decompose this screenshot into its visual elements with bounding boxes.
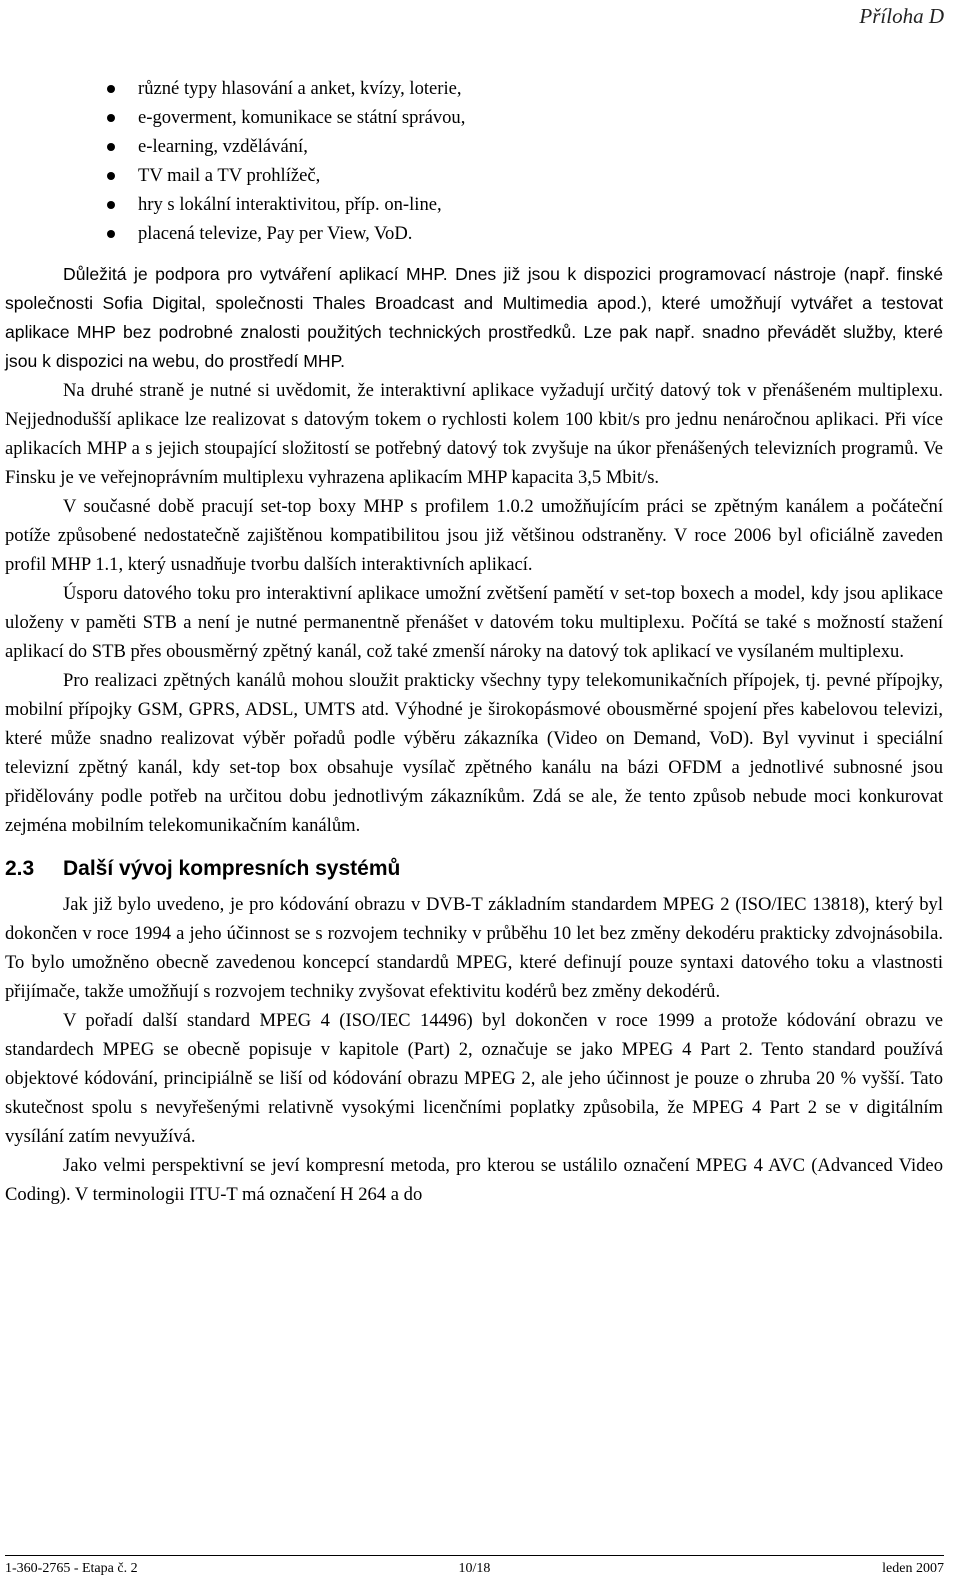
paragraph-return-channel: Pro realizaci zpětných kanálů mohou sloužit prakticky všechny typy telekomunikačních přípojek, tj. pevné přípojky, mobilní přípojky GSM, GPRS, ADSL, UMTS atd. Výhodné je širokopásmové obousměrné spojení přes kabelovou televizi, které může snadno realizovat výběr pořadů podle výběru zákazníka (Video on Demand, VoD). Byl vyvinut i speciální televizní zpětný kanál, kdy set-top box obsahuje vysílač zpětného kanálu na bázi OFDM a jednotlivé subnosné jsou přidělovány podle potřeb na určitou dobu jednotlivým zákazníkům. Zdá se ale, že tento způsob nebude moci konkurovat zejména mobilním telekomunikačním kanálům.: [5, 670, 943, 836]
list-item: placená televize, Pay per View, VoD.: [5, 219, 943, 248]
list-item: e-goverment, komunikace se státní správou,: [5, 103, 943, 132]
appendix-header: Příloha D: [859, 4, 944, 28]
page-content: [5, 74, 943, 1209]
bullet-list: [5, 74, 943, 248]
section-heading: [5, 854, 943, 884]
section-number: 2.3: [5, 857, 35, 880]
list-item: e-learning, vzdělávání,: [5, 132, 943, 161]
bullet-icon: [107, 85, 115, 93]
page-number: 10/18: [458, 1561, 491, 1576]
page-footer: [5, 1555, 944, 1582]
paragraph-avc: Jako velmi perspektivní se jeví kompresní metoda, pro kterou se ustálilo označení MPEG 4 AVC (Advanced Video Coding). V terminologii ITU-T má označení H 264 a do: [5, 1155, 943, 1205]
bullet-icon: [107, 230, 115, 238]
footer-document-id: 1-360-2765 - Etapa č. 2: [5, 1561, 138, 1576]
paragraph-data-rate: Na druhé straně je nutné si uvědomit, že interaktivní aplikace vyžadují určitý datový tok v přenášeném multiplexu. Nejjednodušší aplikace lze realizovat s datovým tokem o rychlosti kolem 100 kbit/s pro jednu nenáročnou aplikaci. Při více aplikacích MHP a s jejich stoupající složitostí se potřebný datový tok zvyšuje na úkor přenášených televizních programů. Ve Finsku je ve veřejnoprávním multiplexu vyhrazena aplikacím MHP kapacita 3,5 Mbit/s.: [5, 380, 943, 488]
paragraph-mpeg2: Jak již bylo uvedeno, je pro kódování obrazu v DVB-T základním standardem MPEG 2 (ISO/IEC 13818), který byl dokončen v roce 1994 a jeho účinnost se s rozvojem techniky v průběhu 10 let bez změny dekodéru prakticky zdvojnásobila. To bylo umožněno obecně zavedenou koncepcí standardů MPEG, které definují pouze syntaxi datového toku a vlastnosti přijímače, takže umožňují s rozvojem techniky zvyšovat efektivitu kodérů bez změny dekodérů.: [5, 894, 943, 1002]
paragraph-mhp-tools: Důležitá je podpora pro vytváření aplikací MHP. Dnes již jsou k dispozici programovací nástroje (např. finské společnosti Sofia Digital, společnosti Thales Broadcast and Multimedia apod.), které umožňují vytvářet a testovat aplikace MHP bez podrobné znalosti použitých technických prostředků. Lze pak např. snadno převádět služby, které jsou k dispozici na webu, do prostředí MHP.: [5, 264, 943, 371]
paragraph-mpeg4: V pořadí další standard MPEG 4 (ISO/IEC 14496) byl dokončen v roce 1999 a protože kódování obrazu ve standardech MPEG se obecně popisuje v kapitole (Part) 2, označuje se jako MPEG 4 Part 2. Tento standard používá objektové kódování, principiálně se liší od kódování obrazu MPEG 2, ale jeho účinnost je pouze o zhruba 20 % vyšší. Tato skutečnost spolu s nevyřešenými relativně vysokými licenčními poplatky způsobila, že MPEG 4 Part 2 se v digitálním vysílání zatím nevyužívá.: [5, 1010, 943, 1147]
section-title: Další vývoj kompresních systémů: [63, 857, 401, 880]
list-item: hry s lokální interaktivitou, příp. on-line,: [5, 190, 943, 219]
list-item: TV mail a TV prohlížeč,: [5, 161, 943, 190]
bullet-icon: [107, 143, 115, 151]
paragraph-stb-profile: V současné době pracují set-top boxy MHP s profilem 1.0.2 umožňujícím práci se zpětným kanálem a počáteční potíže způsobené nedostatečně zajištěnou kompatibilitou jsou již většinou odstraněny. V roce 2006 byl oficiálně zaveden profil MHP 1.1, který usnadňuje tvorbu dalších interaktivních aplikací.: [5, 496, 943, 575]
bullet-icon: [107, 201, 115, 209]
paragraph-memory: Úsporu datového toku pro interaktivní aplikace umožní zvětšení pamětí v set-top boxech a model, kdy jsou aplikace uloženy v paměti STB a není je nutné permanentně přenášet v datovém toku multiplexu. Počítá se také s možností stažení aplikací do STB přes obousměrný zpětný kanál, což také zmenší nároky na datový tok aplikací ve vysílaném multiplexu.: [5, 583, 943, 662]
footer-date: leden 2007: [882, 1561, 944, 1576]
list-item: různé typy hlasování a anket, kvízy, loterie,: [5, 74, 943, 103]
bullet-icon: [107, 114, 115, 122]
bullet-icon: [107, 172, 115, 180]
